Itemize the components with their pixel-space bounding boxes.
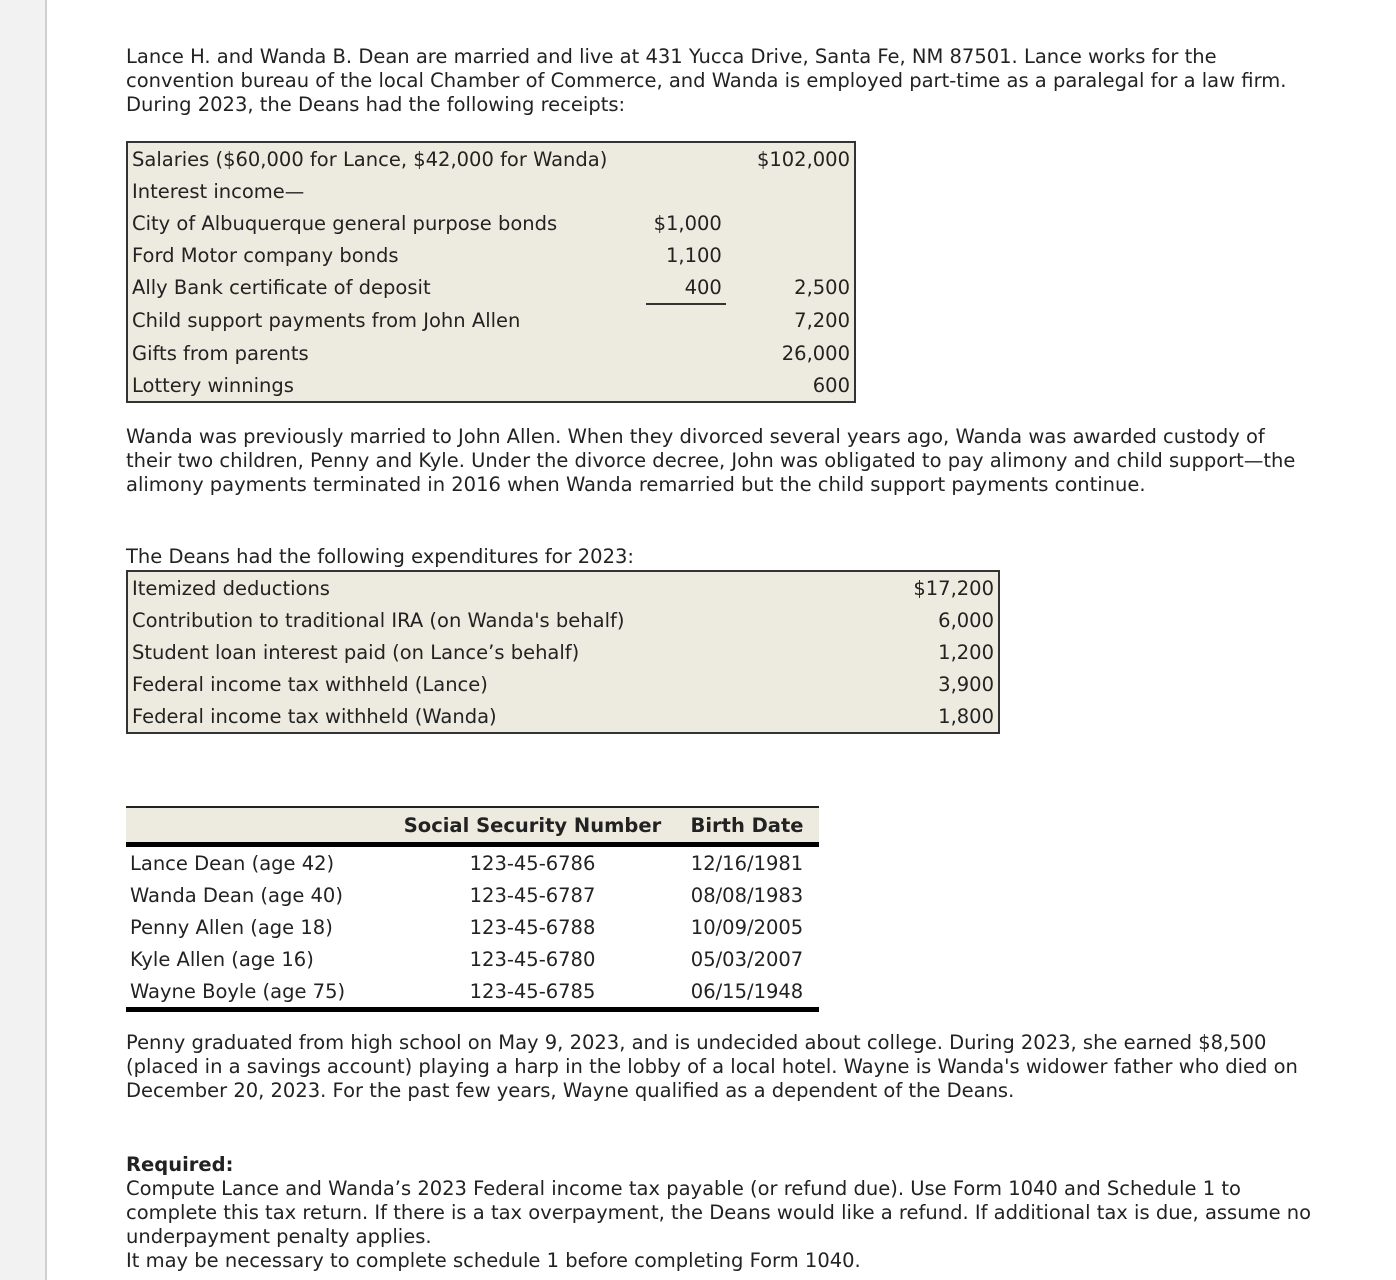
table-row [126, 943, 819, 975]
interest-item-amount: 1,100 [665, 243, 722, 267]
child-support-total: 7,200 [726, 304, 855, 337]
table-row [127, 668, 999, 700]
salaries-label: Salaries ($60,000 for Lance, $42,000 for Wanda) [127, 142, 646, 175]
expenditures-caption: The Deans had the following expenditures for 2023: [126, 545, 634, 568]
required-text: Compute Lance and Wanda’s 2023 Federal income tax payable (or refund due). Use Form 1040 and Schedule 1 to complete this tax return. If there is a tax overpayment, the Deans would like a refund. If additional tax is due, assume no underpayment penalty applies. [126, 1177, 1312, 1248]
interest-item-label: Ally Bank certificate of deposit [132, 276, 431, 299]
table-row [126, 911, 819, 943]
table-row [126, 879, 819, 911]
table-row [126, 845, 819, 880]
interest-label: Interest income— [127, 175, 646, 207]
table-row [127, 604, 999, 636]
ssn-column-header: Social Security Number [390, 807, 675, 845]
person-name: Wayne Boyle (age 75) [126, 975, 390, 1010]
name-column-header [126, 807, 390, 845]
child-support-label: Child support payments from John Allen [127, 304, 646, 337]
expenditure-amount: 3,900 [845, 668, 999, 700]
expenditure-amount: 1,800 [845, 700, 999, 733]
person-birth-date: 10/09/2005 [690, 915, 804, 939]
expenditure-label: Itemized deductions [127, 571, 845, 604]
expenditure-label: Contribution to traditional IRA (on Wanda's behalf) [127, 604, 845, 636]
person-name: Penny Allen (age 18) [130, 915, 333, 939]
gifts-label: Gifts from parents [127, 337, 646, 369]
expenditure-amount: 6,000 [845, 604, 999, 636]
expenditure-amount: 1,200 [845, 636, 999, 668]
required-section [126, 1153, 1316, 1273]
persons-table [126, 806, 819, 1012]
person-birth-date: 08/08/1983 [690, 883, 804, 907]
person-ssn: 123-45-6785 [390, 975, 675, 1010]
expenditure-label: Student loan interest paid (on Lance’s behalf) [127, 636, 845, 668]
interest-item-amount: $1,000 [653, 211, 722, 235]
person-name: Wanda Dean (age 40) [130, 883, 343, 907]
interest-total: 2,500 [726, 271, 855, 304]
expenditure-label: Federal income tax withheld (Wanda) [127, 700, 845, 733]
required-note: It may be necessary to complete schedule 1 before completing Form 1040. [126, 1249, 861, 1272]
interest-item-label: Ford Motor company bonds [132, 243, 399, 267]
person-ssn: 123-45-6787 [469, 883, 596, 907]
person-ssn: 123-45-6786 [469, 851, 596, 875]
table-row [127, 700, 999, 733]
person-ssn: 123-45-6788 [469, 915, 596, 939]
table-row [127, 271, 855, 304]
person-birth-date: 06/15/1948 [675, 975, 819, 1010]
table-header-row [126, 807, 819, 845]
expenditure-amount: $17,200 [845, 571, 999, 604]
divorce-paragraph: Wanda was previously married to John Allen. When they divorced several years ago, Wanda was awarded custody of their two children, Penny and Kyle. Under the divorce decree, John was obligated to pay alimony and child support—the alimony payments terminated in 2016 when Wanda remarried but the child support payments continue. [126, 425, 1296, 496]
table-row [127, 337, 855, 369]
lottery-label: Lottery winnings [127, 369, 646, 402]
table-row [126, 975, 819, 1010]
table-row [127, 175, 855, 207]
expenditure-label: Federal income tax withheld (Lance) [127, 668, 845, 700]
table-row [127, 369, 855, 402]
table-row [127, 207, 855, 239]
gifts-total: 26,000 [726, 337, 855, 369]
required-title: Required: [126, 1153, 234, 1176]
person-birth-date: 12/16/1981 [690, 851, 804, 875]
interest-item-label: City of Albuquerque general purpose bonds [132, 211, 558, 235]
penny-paragraph: Penny graduated from high school on May 9, 2023, and is undecided about college. During 2023, she earned $8,500 (placed in a savings account) playing a harp in the lobby of a local hotel. Wayne is Wanda's widower father who died on December 20, 2023. For the past few years, Wayne qualified as a dependent of the Deans. [126, 1031, 1298, 1102]
person-birth-date: 05/03/2007 [690, 947, 804, 971]
intro-paragraph: Lance H. and Wanda B. Dean are married and live at 431 Yucca Drive, Santa Fe, NM 87501. Lance works for the convention bureau of the local Chamber of Commerce, and Wanda is employed part-time as a paralegal for a law firm. During 2023, the Deans had the following receipts: [126, 45, 1287, 116]
table-row [127, 636, 999, 668]
person-name: Kyle Allen (age 16) [130, 947, 314, 971]
expenditures-table [126, 570, 1000, 734]
table-row [127, 304, 855, 337]
lottery-total: 600 [726, 369, 855, 402]
person-name: Lance Dean (age 42) [130, 851, 335, 875]
table-row [127, 239, 855, 271]
table-row [127, 571, 999, 604]
birth-date-column-header: Birth Date [675, 807, 819, 845]
salaries-total: $102,000 [726, 142, 855, 175]
left-sidebar-strip [0, 0, 47, 1280]
interest-item-amount: 400 [646, 271, 726, 304]
receipts-table [126, 141, 856, 403]
person-ssn: 123-45-6780 [469, 947, 596, 971]
table-row [127, 142, 855, 175]
